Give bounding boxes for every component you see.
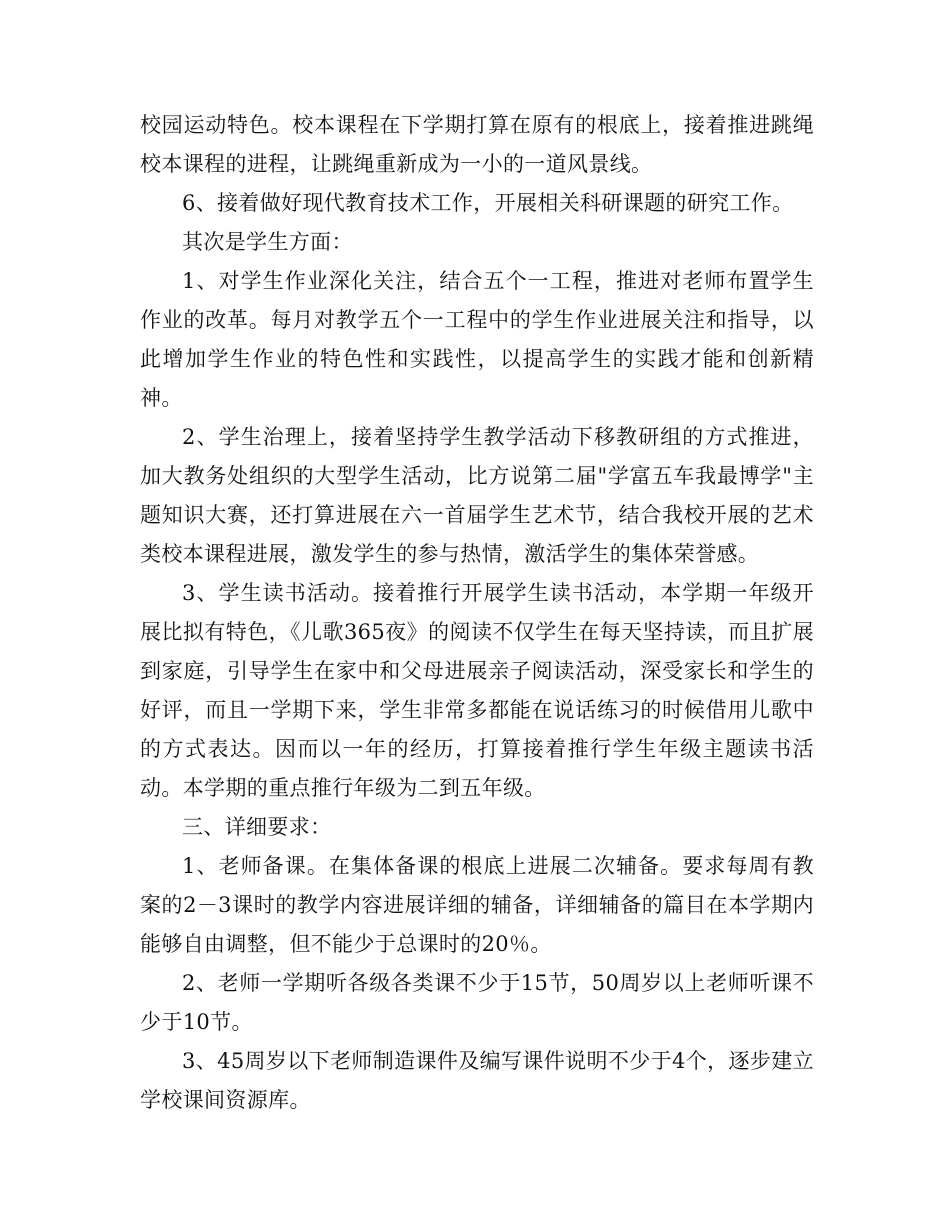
paragraph-student-item-1: 1、对学生作业深化关注，结合五个一工程，推进对老师布置学生作业的改革。每月对教学五个一工程中的学生作业进展关注和指导，以此增加学生作业的特色性和实践性，以提高学生的实践才能和创新精神。 (140, 269, 814, 410)
section-heading-requirements: 三、详细要求： (182, 815, 332, 839)
paragraph-student-item-3: 3、学生读书活动。接着推行开展学生读书活动，本学期一年级开展比拟有特色，《儿歌365夜》的阅读不仅学生在每天坚持读，而且扩展到家庭，引导学生在家中和父母进展亲子阅读活动，深受家长和学生的好评，而且一学期下来，学生非常多都能在说话练习的时候借用儿歌中的方式表达。因而以一年的经历，打算接着推行学生年级主题读书活动。本学期的重点推行年级为二到五年级。 (140, 581, 814, 800)
section-heading-students: 其次是学生方面： (182, 230, 353, 254)
document-body (140, 106, 814, 1120)
paragraph-student-item-2: 2、学生治理上，接着坚持学生教学活动下移教研组的方式推进，加大教务处组织的大型学生活动，比方说第二届"学富五车我最博学"主题知识大赛，还打算进展在六一首届学生艺术节，结合我校开展的艺术类校本课程进展，激发学生的参与热情，激活学生的集体荣誉感。 (140, 425, 814, 566)
paragraph-requirement-2: 2、老师一学期听各级各类课不少于15节，50周岁以上老师听课不少于10节。 (140, 971, 814, 1034)
paragraph-item-6: 6、接着做好现代教育技术工作，开展相关科研课题的研究工作。 (182, 191, 794, 215)
paragraph-continuation: 校园运动特色。校本课程在下学期打算在原有的根底上，接着推进跳绳校本课程的进程，让跳绳重新成为一小的一道风景线。 (140, 113, 814, 176)
paragraph-requirement-1: 1、老师备课。在集体备课的根底上进展二次辅备。要求每周有教案的2－3课时的教学内容进展详细的辅备，详细辅备的篇目在本学期内能够自由调整，但不能少于总课时的20％。 (140, 854, 814, 956)
paragraph-requirement-3: 3、45周岁以下老师制造课件及编写课件说明不少于4个，逐步建立学校课间资源库。 (140, 1049, 814, 1112)
